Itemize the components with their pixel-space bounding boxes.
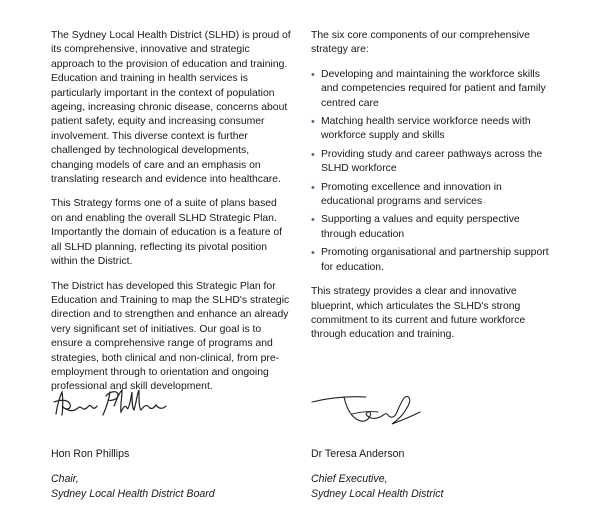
signatory-name: Hon Ron Phillips bbox=[51, 448, 130, 460]
components-intro: The six core components of our comprehensive strategy are: bbox=[311, 30, 530, 56]
bullet-icon: • bbox=[311, 148, 315, 161]
list-item-text: Supporting a values and equity perspective through education bbox=[321, 214, 520, 240]
left-column bbox=[51, 29, 291, 405]
intro-paragraph: The Sydney Local Health District (SLHD) is proud of its comprehensive, innovative and strategic approach to the provision of education and training. Education and training in health services is particularly important in the context of population ageing, increasing chronic disease, concerns about patient safety, equity and increasing consumer involvement. This diverse context is further challenged by technological developments, changing models of care and an emphasis on translating research and evidence into healthcare. bbox=[51, 30, 291, 186]
bullet-icon: • bbox=[311, 116, 315, 129]
list-item bbox=[311, 181, 551, 210]
list-item-text: Promoting excellence and innovation in educational programs and services bbox=[321, 181, 502, 208]
signatory-title-line1: Chair, bbox=[51, 473, 79, 485]
list-item-text: Matching health service workforce needs with workforce supply and skills bbox=[321, 116, 531, 142]
signatory-ron-phillips bbox=[51, 447, 215, 502]
closing-paragraph: This strategy provides a clear and innovative blueprint, which articulates the SLHD's strong commitment to its current and future workforce through education and training. bbox=[311, 286, 526, 341]
bullet-icon: • bbox=[311, 68, 315, 81]
list-item bbox=[311, 213, 551, 242]
list-item bbox=[311, 68, 551, 111]
bullet-icon: • bbox=[311, 214, 315, 227]
signatory-title-line2: Sydney Local Health District bbox=[311, 488, 444, 500]
signature-ron-phillips-icon bbox=[48, 382, 178, 422]
list-item bbox=[311, 148, 551, 177]
list-item-text: Promoting organisational and partnership support for education. bbox=[321, 247, 549, 273]
right-column bbox=[311, 29, 551, 353]
bullet-icon: • bbox=[311, 181, 315, 194]
signatory-title-line1: Chief Executive, bbox=[311, 473, 388, 485]
strategy-paragraph: This Strategy forms one of a suite of plans based on and enabling the overall SLHD Strategic Plan. Importantly the domain of education is a feature of all SLHD planning, reflecting its pivotal position within the District. bbox=[51, 198, 283, 268]
list-item-text: Providing study and career pathways across the SLHD workforce bbox=[321, 148, 543, 175]
signature-teresa-anderson-icon bbox=[308, 384, 428, 434]
signatory-title-line2: Sydney Local Health District Board bbox=[51, 488, 215, 500]
signatory-teresa-anderson bbox=[311, 447, 443, 502]
bullet-icon: • bbox=[311, 247, 315, 260]
core-components-list bbox=[311, 68, 551, 275]
list-item bbox=[311, 115, 551, 144]
list-item-text: Developing and maintaining the workforce skills and competencies required for patient and family centred care bbox=[321, 68, 546, 109]
signatory-name: Dr Teresa Anderson bbox=[311, 448, 405, 460]
list-item bbox=[311, 246, 551, 275]
district-paragraph: The District has developed this Strategic Plan for Education and Training to map the SLHD's strategic direction and to strengthen and enhance an already very significant set of initiatives. Our goal is to ensure a comprehensive range of programs and strategies, both clinical and non-clinical, from pre-employment through to orientation and ongoing professional and skill development. bbox=[51, 280, 290, 393]
